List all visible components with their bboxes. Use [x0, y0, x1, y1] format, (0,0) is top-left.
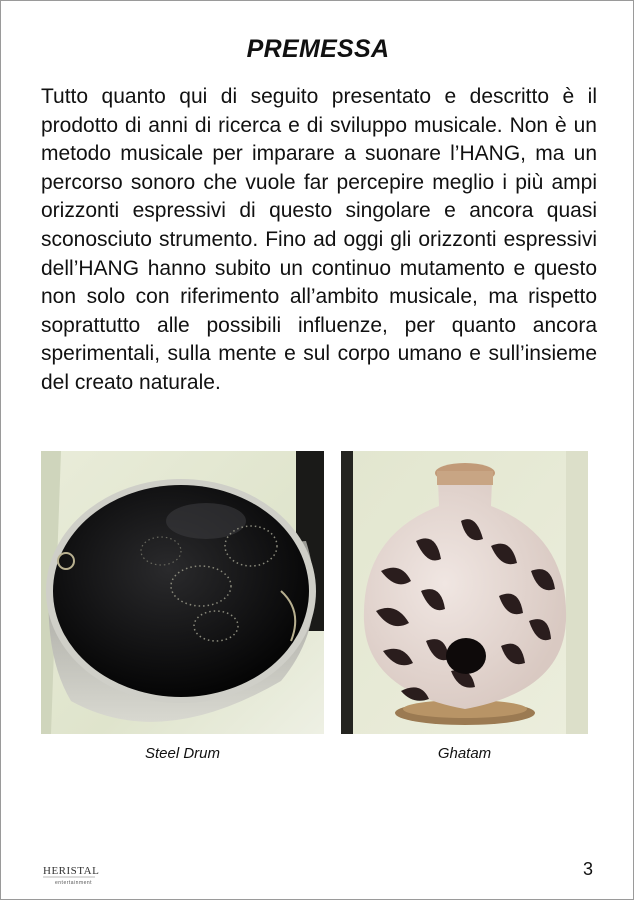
svg-text:HERISTAL: HERISTAL: [43, 865, 100, 877]
ghatam-caption: Ghatam: [437, 745, 492, 762]
steel-drum-caption: Steel Drum: [144, 745, 221, 762]
heristal-logo: [41, 859, 101, 887]
svg-text:entertainment: entertainment: [55, 880, 93, 886]
ghatam-photo: [341, 451, 588, 734]
intro-paragraph: Tutto quanto qui di seguito presentato e descritto è il prodotto di anni di ricerca e di sviluppo musicale. Non è un metodo musicale per imparare a suonare l’HANG, ma un percorso sonoro che vuole far percepire meglio i più ampi orizzonti espressivi di questo singolare e ancora quasi sconosciuto strumento. Fino ad oggi gli orizzonti espressivi dell’HANG hanno subito un continuo mutamento e questo non solo con riferimento all’ambito musicale, ma rispetto soprattutto alle possibili influenze, per quanto ancora sperimentali, sulla mente e sul corpo umano e sull’insieme del creato naturale.: [41, 85, 597, 394]
steel-drum-photo: [41, 451, 324, 734]
page-number: 3: [582, 859, 593, 879]
page-title: PREMESSA: [246, 35, 390, 63]
